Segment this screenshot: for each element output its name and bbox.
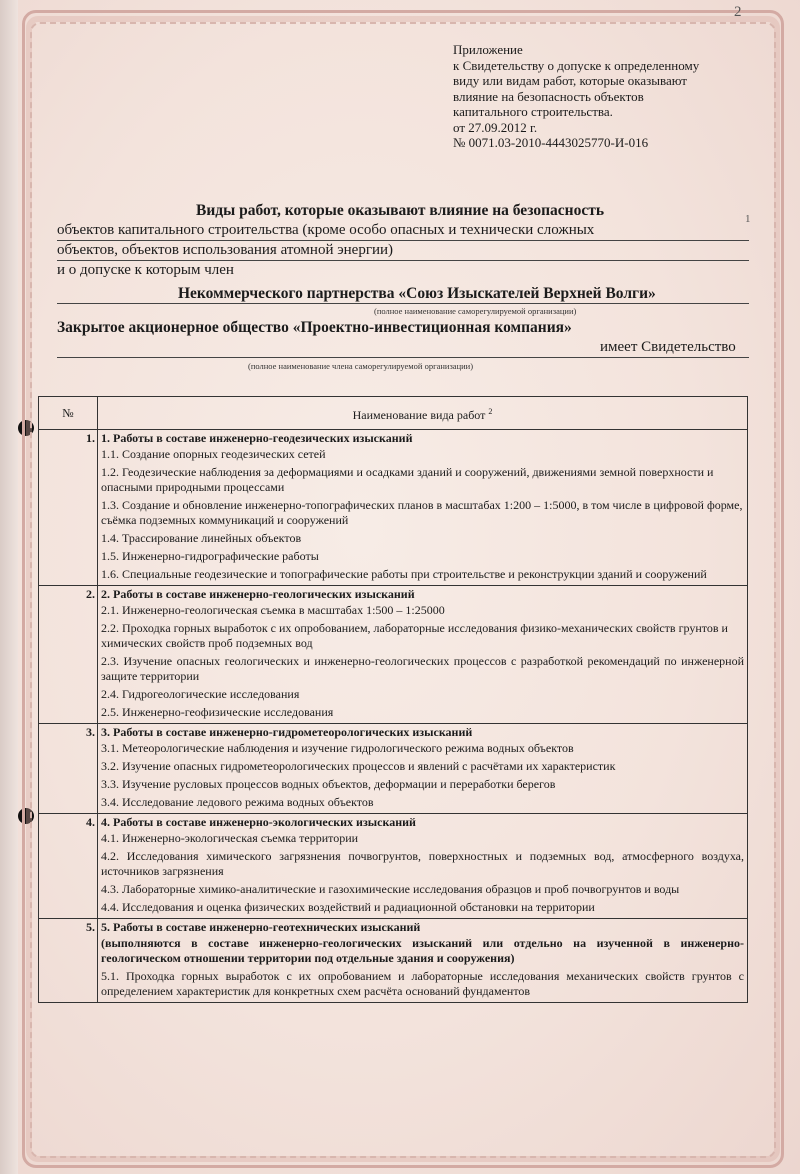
footnote-mark: 2 [488, 406, 493, 416]
work-item: 3.1. Метеорологические наблюдения и изучение гидрологического режима водных объектов [101, 741, 574, 755]
appendix-line: № 0071.03-2010-4443025770-И-016 [453, 135, 649, 150]
section-title: 2. Работы в составе инженерно-геологических изысканий [101, 587, 415, 601]
section-number: 3. [39, 724, 98, 814]
section-title: 4. Работы в составе инженерно-экологических изысканий [101, 815, 416, 829]
work-item: 1.5. Инженерно-гидрографические работы [101, 549, 319, 563]
appendix-line: виду или видам работ, которые оказывают [453, 73, 687, 88]
underline [57, 240, 749, 241]
work-item: 1.4. Трассирование линейных объектов [101, 531, 302, 545]
has-certificate-text: имеет Свидетельство [600, 339, 736, 355]
section-number: 5. [39, 919, 98, 1003]
work-item: 3.2. Изучение опасных гидрометеорологических процессов и явлений с расчётами их характеристик [101, 759, 616, 773]
section-subtitle: (выполняются в составе инженерно-геологических изысканий или отдельно на изученной в инженерно-геологическом отношении территории под отдельные здания и сооружения) [101, 936, 744, 965]
appendix-line: к Свидетельству о допуске к определенному [453, 57, 700, 73]
column-header-number: № [39, 397, 98, 430]
table-header-row [39, 397, 748, 430]
appendix-line: влияние на безопасность объектов [453, 88, 644, 104]
table-row [39, 814, 748, 919]
work-item: 2.5. Инженерно-геофизические исследования [101, 705, 334, 719]
appendix-reference [453, 42, 753, 151]
section-title: 3. Работы в составе инженерно-гидрометеорологических изысканий [101, 725, 473, 739]
work-item: 4.1. Инженерно-экологическая съемка территории [101, 831, 359, 845]
sro-caption: (полное наименование саморегулируемой организации) [374, 306, 577, 316]
column-header-name [98, 397, 748, 430]
work-item: 4.3. Лабораторные химико-аналитические и газохимические исследования образцов и проб почвогрунтов и воды [101, 882, 680, 896]
work-item: 4.2. Исследования химического загрязнения почвогрунтов, поверхностных и подземных вод, атмосферного воздуха, источников загрязнения [101, 849, 744, 878]
appendix-line: капитального строительства. [453, 104, 613, 119]
section-number: 4. [39, 814, 98, 919]
work-item: 2.3. Изучение опасных геологических и инженерно-геологических процессов с разработкой рекомендаций по инженерной защите территории [101, 654, 744, 683]
work-item: 1.6. Специальные геодезические и топографические работы при строительстве и реконструкции зданий и сооружений [101, 567, 707, 581]
heading-line-3: и о допуске к которым член [57, 262, 234, 278]
section-cell [98, 814, 748, 919]
work-item: 2.4. Гидрогеологические исследования [101, 687, 300, 701]
page-number: 2 [734, 4, 742, 20]
underline [57, 357, 749, 358]
work-item: 2.2. Проходка горных выработок с их опробованием, лабораторные исследования физико-механических свойств грунтов и химических свойств проб подземных вод [101, 621, 728, 650]
work-types-table [38, 396, 748, 1003]
side-mark: 1 [745, 213, 751, 225]
sro-name: Некоммерческого партнерства «Союз Изыскателей Верхней Волги» [178, 285, 656, 302]
document-title: Виды работ, которые оказывают влияние на безопасность [195, 202, 605, 219]
section-cell [98, 919, 748, 1003]
underline [57, 303, 749, 304]
section-title: 1. Работы в составе инженерно-геодезических изысканий [101, 431, 413, 445]
section-number: 2. [39, 586, 98, 724]
heading-line-2: объектов, объектов использования атомной энергии) [57, 242, 394, 258]
work-item: 1.1. Создание опорных геодезических сетей [101, 447, 326, 461]
work-item: 4.4. Исследования и оценка физических воздействий и радиационной обстановки на территории [101, 900, 595, 914]
table-row [39, 586, 748, 724]
appendix-line: Приложение [453, 42, 523, 57]
underline [57, 260, 749, 261]
page-left-edge [0, 0, 18, 1174]
work-item: 2.1. Инженерно-геологическая съемка в масштабах 1:500 – 1:25000 [101, 603, 445, 617]
work-item: 3.3. Изучение русловых процессов водных объектов, деформации и переработки берегов [101, 777, 556, 791]
section-title: 5. Работы в составе инженерно-геотехнических изысканий [101, 920, 421, 934]
section-cell [98, 430, 748, 586]
member-caption: (полное наименование члена саморегулируемой организации) [248, 361, 474, 371]
appendix-line: от 27.09.2012 г. [453, 119, 538, 135]
table-row [39, 430, 748, 586]
work-item: 3.4. Исследование ледового режима водных объектов [101, 795, 374, 809]
section-cell [98, 586, 748, 724]
table-row [39, 724, 748, 814]
table-row [39, 919, 748, 1003]
work-item: 1.2. Геодезические наблюдения за деформациями и осадками зданий и сооружений, движениями земной поверхности и опасными природными процессами [101, 465, 714, 494]
section-number: 1. [39, 430, 98, 586]
section-cell [98, 724, 748, 814]
work-item: 1.3. Создание и обновление инженерно-топографических планов в масштабах 1:200 – 1:5000, в том числе в цифровой форме, съёмка подземных коммуникаций и сооружений [101, 498, 743, 527]
column-header-name-text: Наименование вида работ [352, 407, 486, 422]
member-name: Закрытое акционерное общество «Проектно-инвестиционная компания» [57, 319, 572, 336]
work-item: 5.1. Проходка горных выработок с их опробованием и лабораторные исследования механических свойств грунтов с определением характеристик для конкретных схем расчёта оснований фундаментов [101, 969, 744, 998]
heading-line-1: объектов капитального строительства (кроме особо опасных и технически сложных [57, 222, 595, 238]
